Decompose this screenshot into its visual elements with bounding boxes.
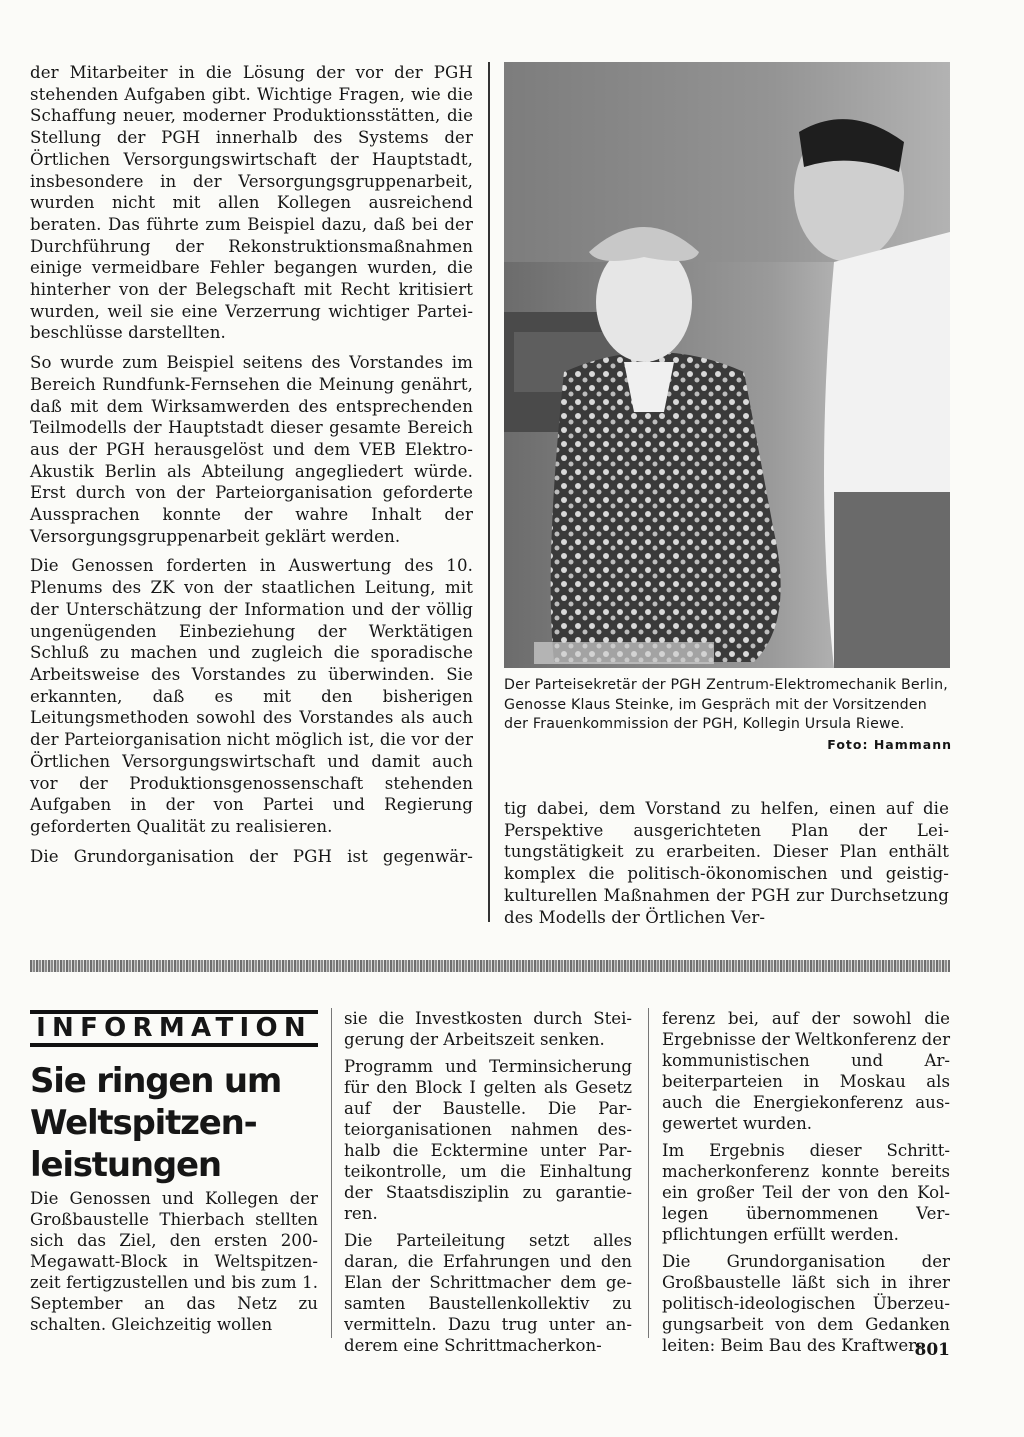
photo-credit: Foto: Hammann [827, 736, 952, 752]
photo-caption [504, 676, 952, 754]
article-right-column [504, 798, 949, 936]
caption-text: Der Parteisekretär der PGH Zentrum-Elektromechanik Berlin, Genosse Klaus Steinke, im Gespräch mit der Vorsitzenden der Frauenkommission der PGH, Kollegin Ursula Riewe. [504, 677, 949, 733]
info-column-1 [30, 1188, 318, 1341]
column-divider [488, 62, 490, 922]
article-headline: Sie ringen um Weltspitzenleistungen [30, 1061, 282, 1185]
paragraph: Im Ergebnis dieser Schrittmacherkonferenz konnte bereits ein großer Teil der von den Kollegen übernommenen Verpflichtungen erfüllt werden. [662, 1141, 950, 1244]
paragraph: Die Grundorganisation der PGH ist gegenwär- [30, 846, 473, 866]
column-divider [331, 1008, 332, 1338]
article-left-column [30, 62, 473, 875]
section-divider [30, 960, 950, 972]
paragraph: der Mitarbeiter in die Lösung der vor der PGH stehenden Aufgaben gibt. Wichtige Fragen, wie die Schaffung neuer, moderner Produktionsstätten, die Stellung der PGH innerhalb des Systems der Örtlichen Versorgungswirtschaft der Hauptstadt, insbesondere in der Versorgungsgruppenarbeit, wurden nicht mit allen Kollegen ausreichend beraten. Das führte zum Beispiel dazu, daß bei der Durchführung der Rekonstruktionsmaßnahmen einige vermeidbare Fehler begangen wurden, die hinterher von der Belegschaft mit Recht kritisiert wurden, weil sie eine Verzerrung wichtiger Parteibeschlüsse darstellten. [30, 63, 473, 343]
paragraph: ferenz bei, auf der sowohl die Ergebnisse der Weltkonferenz der kommunistischen und Arbeiterparteien in Moskau als auch die Energiekonferenz ausgewertet wurden. [662, 1009, 950, 1133]
photo [504, 62, 950, 668]
paragraph: Programm und Terminsicherung für den Block I gelten als Gesetz auf der Baustelle. Die Parteiorganisationen nahmen deshalb die Ecktermine unter Parteikontrolle, um die Einhaltung der Staatsdisziplin zu garantieren. [344, 1057, 632, 1223]
column-divider [648, 1008, 649, 1338]
paragraph: Die Genossen und Kollegen der Großbaustelle Thierbach stellten sich das Ziel, den ersten 200-Megawatt-Block in Weltspitzenzeit fertigzustellen und bis zum 1. September an das Netz zu schalten. Gleichzeitig wollen [30, 1189, 318, 1334]
page-number: 801 [914, 1340, 950, 1360]
info-column-3 [662, 1008, 950, 1362]
paragraph: Die Grundorganisation der Großbaustelle läßt sich in ihrer politisch-ideologischen Überzeugungsarbeit von dem Gedanken leiten: Beim Bau des Kraftwer- [662, 1252, 950, 1355]
paragraph: tig dabei, dem Vorstand zu helfen, einen auf die Perspektive ausgerichteten Plan der Leitungstätigkeit zu erarbeiten. Dieser Plan enthält komplex die politisch-ökonomischen und geistig-kulturellen Maßnahmen der PGH zur Durchsetzung des Modells der Örtlichen Ver- [504, 799, 949, 927]
paragraph: Die Parteileitung setzt alles daran, die Erfahrungen und den Elan der Schrittmacher dem gesamten Baustellenkollektiv zu vermitteln. Dazu trug unter anderem eine Schrittmacherkon- [344, 1231, 632, 1355]
paragraph: sie die Investkosten durch Steigerung der Arbeitszeit senken. [344, 1009, 632, 1049]
info-column-2 [344, 1008, 632, 1362]
paragraph: Die Genossen forderten in Auswertung des 10. Plenums des ZK von der staatlichen Leitung, mit der Unterschätzung der Information und der völlig ungenügenden Einbeziehung der Werktätigen Schluß zu machen und zugleich die sporadische Arbeitsweise des Vorstandes zu überwinden. Sie erkannten, daß es mit den bisherigen Leitungsmethoden sowohl des Vorstandes als auch der Parteiorganisation nicht möglich ist, die vor der Örtlichen Versorgungswirtschaft und damit auch vor der Produktionsgenossenschaft stehenden Aufgaben in der von Partei und Regierung geforderten Qualität zu realisieren. [30, 556, 473, 836]
paragraph: So wurde zum Beispiel seitens des Vorstandes im Bereich Rundfunk-Fernsehen die Meinung genährt, daß mit dem Wirksamwerden des entsprechenden Teilmodells der Hauptstadt dieser gesamte Bereich aus der PGH herausgelöst und dem VEB Elektro-Akustik Berlin als Abteilung angegliedert würde. Erst durch von der Parteiorganisation geforderte Aussprachen konnte der wahre Inhalt der Versorgungsgruppenarbeit geklärt werden. [30, 353, 473, 546]
photo-illustration [504, 62, 950, 668]
section-label: INFORMATION [30, 1010, 318, 1047]
